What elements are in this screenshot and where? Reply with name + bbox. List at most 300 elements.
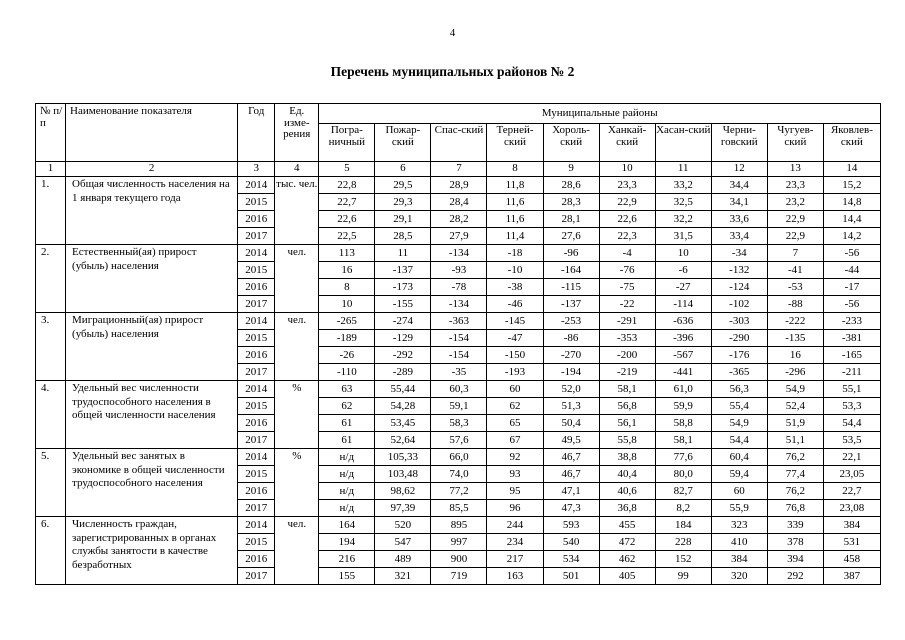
value-cell: 53,3	[823, 398, 880, 415]
indicator-name: Естественный(ая) прирост (убыль) населения	[66, 245, 238, 313]
unit-cell	[275, 398, 319, 415]
value-cell: -150	[487, 347, 543, 364]
value-cell: 997	[431, 534, 487, 551]
value-cell: 52,64	[375, 432, 431, 449]
value-cell: 184	[655, 517, 711, 534]
value-cell: 547	[375, 534, 431, 551]
unit-cell	[275, 500, 319, 517]
value-cell: 62	[487, 398, 543, 415]
year-cell: 2015	[238, 466, 275, 483]
value-cell: -115	[543, 279, 599, 296]
indicator-name: Общая численность населения на 1 января текущего года	[66, 177, 238, 245]
year-cell: 2017	[238, 432, 275, 449]
value-cell: -296	[767, 364, 823, 381]
value-cell: -88	[767, 296, 823, 313]
value-cell: -17	[823, 279, 880, 296]
value-cell: -110	[319, 364, 375, 381]
indicator-number	[36, 296, 66, 313]
unit-cell: чел.	[275, 245, 319, 262]
value-cell: -219	[599, 364, 655, 381]
column-number: 4	[275, 162, 319, 177]
value-cell: 56,1	[599, 415, 655, 432]
value-cell: -194	[543, 364, 599, 381]
value-cell: 32,2	[655, 211, 711, 228]
value-cell: -154	[431, 330, 487, 347]
value-cell: -41	[767, 262, 823, 279]
value-cell: 32,5	[655, 194, 711, 211]
value-cell: -441	[655, 364, 711, 381]
value-cell: 534	[543, 551, 599, 568]
value-cell: -154	[431, 347, 487, 364]
indicator-number: 6.	[36, 517, 66, 534]
year-cell: 2016	[238, 483, 275, 500]
value-cell: 57,6	[431, 432, 487, 449]
indicator-number	[36, 415, 66, 432]
value-cell: -134	[431, 296, 487, 313]
value-cell: 489	[375, 551, 431, 568]
unit-cell: тыс. чел.	[275, 177, 319, 194]
unit-cell	[275, 296, 319, 313]
year-cell: 2014	[238, 177, 275, 194]
unit-cell: чел.	[275, 313, 319, 330]
column-number: 3	[238, 162, 275, 177]
value-cell: -124	[711, 279, 767, 296]
value-cell: 472	[599, 534, 655, 551]
value-cell: 53,45	[375, 415, 431, 432]
year-cell: 2015	[238, 262, 275, 279]
header-district-6: Ханкай-ский	[599, 124, 655, 162]
value-cell: 458	[823, 551, 880, 568]
value-cell: 99	[655, 568, 711, 585]
value-cell: -78	[431, 279, 487, 296]
value-cell: 29,1	[375, 211, 431, 228]
value-cell: 93	[487, 466, 543, 483]
value-cell: 66,0	[431, 449, 487, 466]
value-cell: 58,1	[599, 381, 655, 398]
unit-cell	[275, 279, 319, 296]
value-cell: 98,62	[375, 483, 431, 500]
value-cell: -290	[711, 330, 767, 347]
table-row	[36, 449, 881, 466]
header-year: Год	[238, 104, 275, 162]
value-cell: -176	[711, 347, 767, 364]
year-cell: 2016	[238, 551, 275, 568]
value-cell: -137	[543, 296, 599, 313]
value-cell: 55,8	[599, 432, 655, 449]
indicator-name: Численность граждан, зарегистрированных в органах службы занятости в качестве безработных	[66, 517, 238, 585]
value-cell: 22,1	[823, 449, 880, 466]
value-cell: 228	[655, 534, 711, 551]
value-cell: 54,9	[711, 415, 767, 432]
value-cell: 47,1	[543, 483, 599, 500]
header-district-2: Пожар-ский	[375, 124, 431, 162]
year-cell: 2017	[238, 296, 275, 313]
value-cell: -200	[599, 347, 655, 364]
value-cell: 11,8	[487, 177, 543, 194]
value-cell: 28,1	[543, 211, 599, 228]
value-cell: 82,7	[655, 483, 711, 500]
value-cell: 113	[319, 245, 375, 262]
header-district-9: Чугуев-ский	[767, 124, 823, 162]
indicator-name: Удельный вес занятых в экономике в общей численности трудоспособного населения	[66, 449, 238, 517]
value-cell: 501	[543, 568, 599, 585]
indicator-number: 3.	[36, 313, 66, 330]
value-cell: 22,9	[599, 194, 655, 211]
value-cell: 28,2	[431, 211, 487, 228]
value-cell: 77,2	[431, 483, 487, 500]
column-number: 8	[487, 162, 543, 177]
unit-cell	[275, 483, 319, 500]
value-cell: 54,28	[375, 398, 431, 415]
year-cell: 2015	[238, 194, 275, 211]
value-cell: -303	[711, 313, 767, 330]
unit-cell	[275, 347, 319, 364]
value-cell: 59,9	[655, 398, 711, 415]
value-cell: -35	[431, 364, 487, 381]
value-cell: 15,2	[823, 177, 880, 194]
value-cell: 244	[487, 517, 543, 534]
value-cell: 55,44	[375, 381, 431, 398]
table-row	[36, 381, 881, 398]
value-cell: 28,5	[375, 228, 431, 245]
value-cell: 22,9	[767, 211, 823, 228]
indicator-number	[36, 466, 66, 483]
value-cell: -27	[655, 279, 711, 296]
unit-cell	[275, 364, 319, 381]
value-cell: 7	[767, 245, 823, 262]
value-cell: 520	[375, 517, 431, 534]
value-cell: -34	[711, 245, 767, 262]
unit-cell: %	[275, 381, 319, 398]
value-cell: -164	[543, 262, 599, 279]
value-cell: -396	[655, 330, 711, 347]
value-cell: 63	[319, 381, 375, 398]
unit-cell: %	[275, 449, 319, 466]
value-cell: 410	[711, 534, 767, 551]
indicator-name: Удельный вес численности трудоспособного населения в общей численности населения	[66, 381, 238, 449]
value-cell: 74,0	[431, 466, 487, 483]
value-cell: -265	[319, 313, 375, 330]
value-cell: -4	[599, 245, 655, 262]
unit-cell	[275, 432, 319, 449]
column-number: 7	[431, 162, 487, 177]
value-cell: 22,7	[319, 194, 375, 211]
value-cell: -193	[487, 364, 543, 381]
value-cell: 36,8	[599, 500, 655, 517]
value-cell: 60	[487, 381, 543, 398]
value-cell: 593	[543, 517, 599, 534]
value-cell: 29,3	[375, 194, 431, 211]
value-cell: 56,3	[711, 381, 767, 398]
indicator-number	[36, 347, 66, 364]
indicator-number	[36, 194, 66, 211]
header-district-10: Яковлев-ский	[823, 124, 880, 162]
value-cell: 23,05	[823, 466, 880, 483]
value-cell: 10	[319, 296, 375, 313]
value-cell: 80,0	[655, 466, 711, 483]
value-cell: -222	[767, 313, 823, 330]
value-cell: 14,8	[823, 194, 880, 211]
value-cell: 96	[487, 500, 543, 517]
indicator-number	[36, 279, 66, 296]
unit-cell	[275, 330, 319, 347]
value-cell: -145	[487, 313, 543, 330]
value-cell: -274	[375, 313, 431, 330]
unit-cell	[275, 534, 319, 551]
year-cell: 2014	[238, 245, 275, 262]
year-cell: 2014	[238, 517, 275, 534]
value-cell: 22,5	[319, 228, 375, 245]
indicator-number	[36, 568, 66, 585]
indicator-number	[36, 500, 66, 517]
indicator-number	[36, 432, 66, 449]
value-cell: 50,4	[543, 415, 599, 432]
indicator-number	[36, 483, 66, 500]
value-cell: 46,7	[543, 449, 599, 466]
year-cell: 2017	[238, 568, 275, 585]
value-cell: 47,3	[543, 500, 599, 517]
value-cell: -22	[599, 296, 655, 313]
value-cell: 56,8	[599, 398, 655, 415]
value-cell: -132	[711, 262, 767, 279]
header-name: Наименование показателя	[66, 104, 238, 162]
value-cell: -56	[823, 296, 880, 313]
value-cell: 40,4	[599, 466, 655, 483]
header-districts-group: Муниципальные районы	[319, 104, 881, 124]
value-cell: 321	[375, 568, 431, 585]
document-title: Перечень муниципальных районов № 2	[330, 64, 575, 79]
value-cell: 77,6	[655, 449, 711, 466]
districts-table	[35, 103, 881, 585]
value-cell: 23,3	[767, 177, 823, 194]
value-cell: 234	[487, 534, 543, 551]
value-cell: 76,8	[767, 500, 823, 517]
value-cell: -10	[487, 262, 543, 279]
value-cell: -129	[375, 330, 431, 347]
header-district-4: Терней-ский	[487, 124, 543, 162]
value-cell: -102	[711, 296, 767, 313]
indicator-number	[36, 534, 66, 551]
year-cell: 2016	[238, 415, 275, 432]
value-cell: 27,9	[431, 228, 487, 245]
value-cell: 540	[543, 534, 599, 551]
value-cell: 216	[319, 551, 375, 568]
header-unit: Ед. изме-рения	[275, 104, 319, 162]
indicator-number	[36, 228, 66, 245]
page-number: 4	[449, 27, 456, 39]
unit-cell: чел.	[275, 517, 319, 534]
value-cell: 339	[767, 517, 823, 534]
indicator-number	[36, 364, 66, 381]
value-cell: -233	[823, 313, 880, 330]
value-cell: 28,4	[431, 194, 487, 211]
value-cell: 22,6	[599, 211, 655, 228]
value-cell: 31,5	[655, 228, 711, 245]
column-number: 14	[823, 162, 880, 177]
unit-cell	[275, 415, 319, 432]
value-cell: -155	[375, 296, 431, 313]
table-row	[36, 245, 881, 262]
column-number: 5	[319, 162, 375, 177]
value-cell: 163	[487, 568, 543, 585]
value-cell: 51,3	[543, 398, 599, 415]
value-cell: 40,6	[599, 483, 655, 500]
value-cell: 54,4	[823, 415, 880, 432]
value-cell: -135	[767, 330, 823, 347]
year-cell: 2016	[238, 347, 275, 364]
value-cell: -44	[823, 262, 880, 279]
value-cell: -134	[431, 245, 487, 262]
year-cell: 2014	[238, 381, 275, 398]
value-cell: 103,48	[375, 466, 431, 483]
value-cell: 33,2	[655, 177, 711, 194]
year-cell: 2017	[238, 364, 275, 381]
value-cell: 455	[599, 517, 655, 534]
value-cell: 55,4	[711, 398, 767, 415]
value-cell: -363	[431, 313, 487, 330]
value-cell: 22,8	[319, 177, 375, 194]
value-cell: 22,6	[319, 211, 375, 228]
value-cell: 23,2	[767, 194, 823, 211]
value-cell: -636	[655, 313, 711, 330]
value-cell: 34,4	[711, 177, 767, 194]
value-cell: 10	[655, 245, 711, 262]
value-cell: 76,2	[767, 449, 823, 466]
value-cell: 33,4	[711, 228, 767, 245]
value-cell: 155	[319, 568, 375, 585]
value-cell: 29,5	[375, 177, 431, 194]
value-cell: 14,2	[823, 228, 880, 245]
value-cell: 23,08	[823, 500, 880, 517]
year-cell: 2015	[238, 330, 275, 347]
value-cell: 38,8	[599, 449, 655, 466]
header-district-8: Черни-говский	[711, 124, 767, 162]
value-cell: 59,1	[431, 398, 487, 415]
header-num: № п/п	[36, 104, 66, 162]
value-cell: 387	[823, 568, 880, 585]
value-cell: н/д	[319, 483, 375, 500]
value-cell: -137	[375, 262, 431, 279]
value-cell: н/д	[319, 466, 375, 483]
value-cell: 394	[767, 551, 823, 568]
value-cell: 462	[599, 551, 655, 568]
value-cell: 27,6	[543, 228, 599, 245]
column-number: 10	[599, 162, 655, 177]
value-cell: 92	[487, 449, 543, 466]
value-cell: -381	[823, 330, 880, 347]
value-cell: 52,0	[543, 381, 599, 398]
unit-cell	[275, 568, 319, 585]
value-cell: -38	[487, 279, 543, 296]
value-cell: 51,1	[767, 432, 823, 449]
value-cell: -76	[599, 262, 655, 279]
value-cell: 405	[599, 568, 655, 585]
value-cell: 11,4	[487, 228, 543, 245]
value-cell: -18	[487, 245, 543, 262]
year-cell: 2016	[238, 211, 275, 228]
value-cell: -56	[823, 245, 880, 262]
unit-cell	[275, 262, 319, 279]
column-number: 2	[66, 162, 238, 177]
indicator-number	[36, 262, 66, 279]
value-cell: 8	[319, 279, 375, 296]
value-cell: 52,4	[767, 398, 823, 415]
value-cell: -567	[655, 347, 711, 364]
value-cell: 53,5	[823, 432, 880, 449]
value-cell: -291	[599, 313, 655, 330]
indicator-name: Миграционный(ая) прирост (убыль) населения	[66, 313, 238, 381]
indicator-number	[36, 211, 66, 228]
unit-cell	[275, 211, 319, 228]
value-cell: 384	[823, 517, 880, 534]
column-number: 1	[36, 162, 66, 177]
value-cell: 54,9	[767, 381, 823, 398]
value-cell: 22,9	[767, 228, 823, 245]
value-cell: 8,2	[655, 500, 711, 517]
value-cell: 97,39	[375, 500, 431, 517]
value-cell: н/д	[319, 449, 375, 466]
value-cell: 23,3	[599, 177, 655, 194]
value-cell: 28,3	[543, 194, 599, 211]
value-cell: 14,4	[823, 211, 880, 228]
value-cell: 51,9	[767, 415, 823, 432]
value-cell: 152	[655, 551, 711, 568]
value-cell: 60,4	[711, 449, 767, 466]
value-cell: -93	[431, 262, 487, 279]
indicator-number	[36, 398, 66, 415]
year-cell: 2015	[238, 398, 275, 415]
value-cell: 95	[487, 483, 543, 500]
value-cell: 384	[711, 551, 767, 568]
value-cell: 11	[375, 245, 431, 262]
table-row	[36, 517, 881, 534]
column-number: 6	[375, 162, 431, 177]
value-cell: 22,3	[599, 228, 655, 245]
value-cell: 105,33	[375, 449, 431, 466]
value-cell: 33,6	[711, 211, 767, 228]
value-cell: 28,9	[431, 177, 487, 194]
value-cell: 61,0	[655, 381, 711, 398]
year-cell: 2014	[238, 449, 275, 466]
value-cell: 58,1	[655, 432, 711, 449]
value-cell: -292	[375, 347, 431, 364]
value-cell: 16	[767, 347, 823, 364]
indicator-number	[36, 330, 66, 347]
value-cell: -47	[487, 330, 543, 347]
value-cell: 320	[711, 568, 767, 585]
value-cell: -96	[543, 245, 599, 262]
value-cell: 16	[319, 262, 375, 279]
value-cell: 11,6	[487, 194, 543, 211]
value-cell: -26	[319, 347, 375, 364]
value-cell: 34,1	[711, 194, 767, 211]
value-cell: -114	[655, 296, 711, 313]
value-cell: 194	[319, 534, 375, 551]
year-cell: 2015	[238, 534, 275, 551]
value-cell: 292	[767, 568, 823, 585]
value-cell: 900	[431, 551, 487, 568]
value-cell: -289	[375, 364, 431, 381]
year-cell: 2014	[238, 313, 275, 330]
value-cell: -270	[543, 347, 599, 364]
value-cell: 67	[487, 432, 543, 449]
value-cell: н/д	[319, 500, 375, 517]
value-cell: -46	[487, 296, 543, 313]
value-cell: 55,9	[711, 500, 767, 517]
value-cell: -6	[655, 262, 711, 279]
value-cell: 61	[319, 415, 375, 432]
year-cell: 2017	[238, 500, 275, 517]
